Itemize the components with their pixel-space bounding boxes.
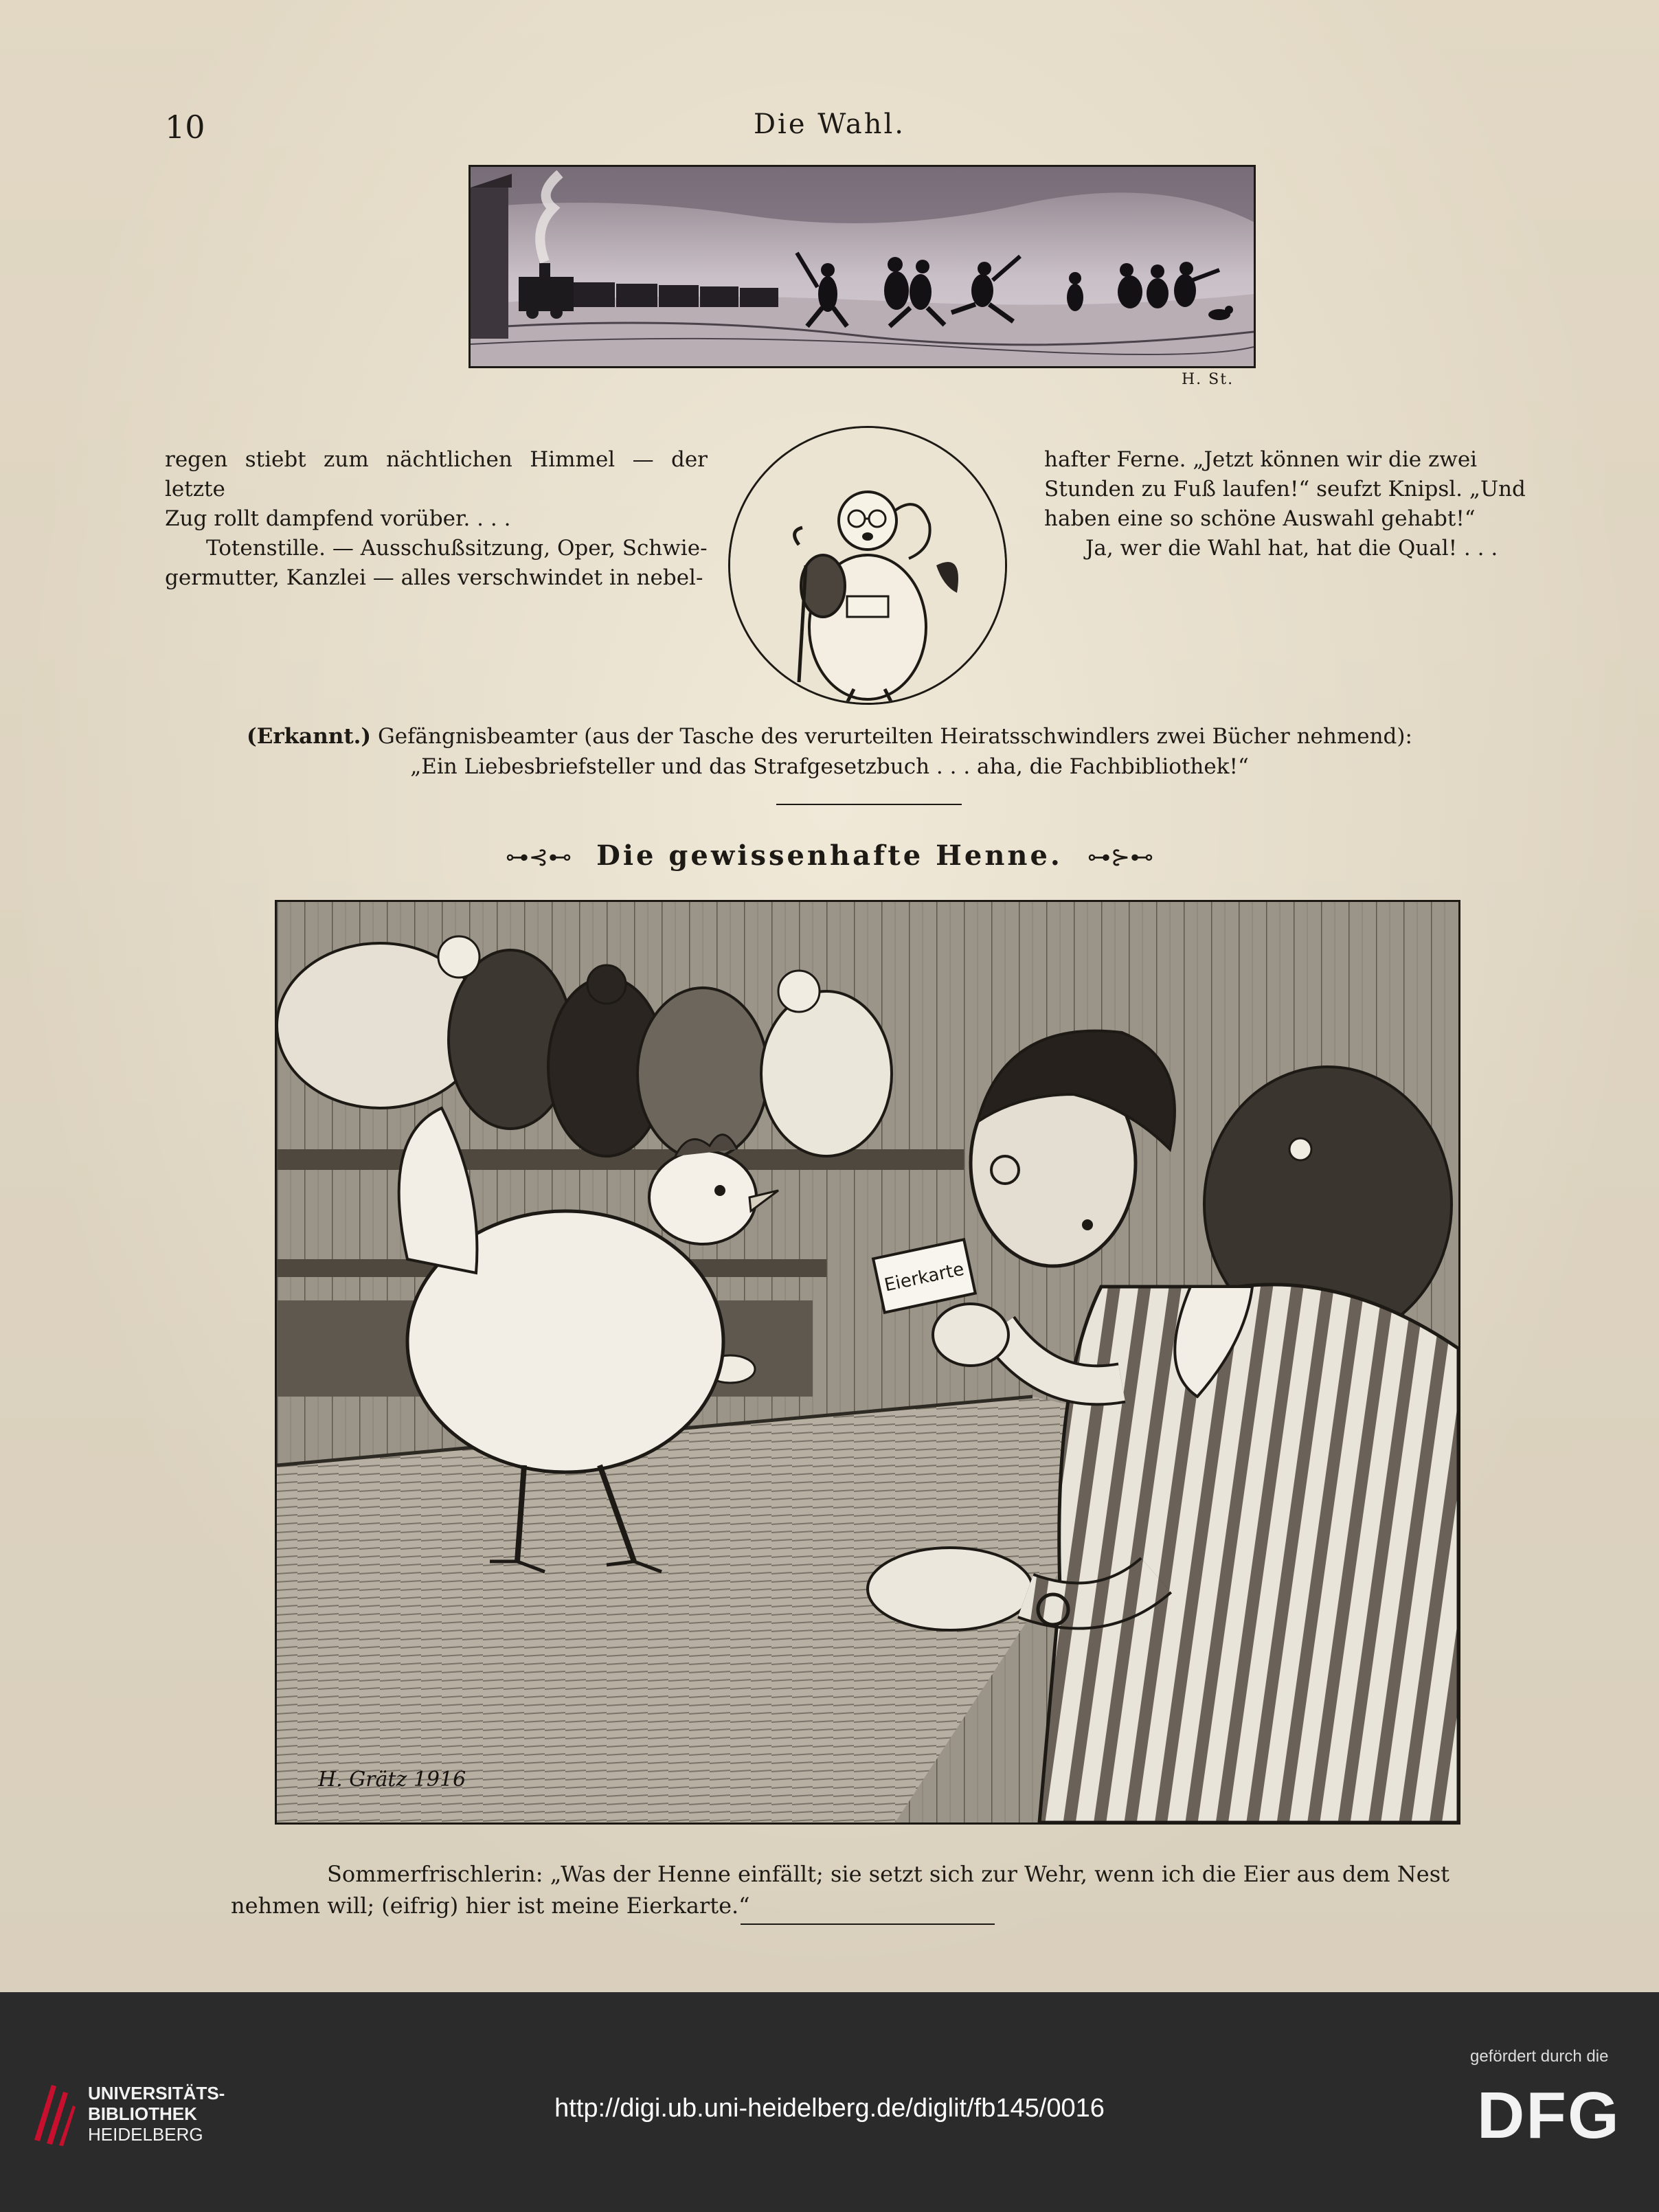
library-name-line-1: UNIVERSITÄTS- (88, 2083, 225, 2103)
library-name-line-2: BIBLIOTHEK (88, 2103, 197, 2124)
cartoon-caption (231, 1858, 1509, 1921)
funded-by-label: gefördert durch die (1470, 2047, 1609, 2066)
page-number: 10 (165, 109, 205, 146)
top-illustration-signature: H. St. (1182, 371, 1234, 388)
vignette-illustration (728, 426, 1007, 705)
cartoon-title-text: Die gewissenhafte Henne. (596, 839, 1063, 872)
story-right-line-2: Stunden zu Fuß laufen!“ seufzt Knipsl. „Und (1044, 477, 1526, 501)
ornament-left: ⊶⊰⊷ (505, 844, 572, 871)
story-right-column (1044, 445, 1566, 563)
man-with-hat-drawing (730, 428, 1005, 703)
story-right-line-1: hafter Ferne. „Jetzt können wir die zwei (1044, 447, 1478, 472)
library-name-line-3: HEIDELBERG (88, 2124, 203, 2145)
hen-cartoon-illustration (275, 900, 1460, 1825)
joke-line-1 (0, 721, 1659, 752)
joke-erkannt (0, 721, 1659, 782)
caption-line-1: Sommerfrischlerin: „Was der Henne einfällt; sie setzt sich zur Wehr, wenn ich die Eier aus dem Nest (327, 1861, 1450, 1887)
viewer-footer (0, 1992, 1659, 2212)
ornament-right: ⊶⊱⊷ (1087, 844, 1154, 871)
running-head: Die Wahl. (753, 109, 905, 140)
story-right-line-4: Ja, wer die Wahl hat, hat die Qual! . . . (1085, 536, 1498, 561)
story-left-line-2: Zug rollt dampfend vorüber. . . . (165, 506, 511, 531)
dfg-logo: DFG (1477, 2079, 1621, 2152)
story-right-line-3: haben eine so schöne Auswahl gehabt!“ (1044, 506, 1476, 531)
cartoon-signature: H. Grätz 1916 (318, 1768, 466, 1792)
train-chase-illustration (469, 165, 1256, 368)
story-left-line-4: germutter, Kanzlei — alles verschwindet in nebel- (165, 565, 703, 590)
story-left-line-1: regen stiebt zum nächtlichen Himmel — der letzte (165, 447, 708, 501)
closing-rule (741, 1923, 995, 1925)
caption-line-2: nehmen will; (eifrig) hier ist meine Eierkarte.“ (231, 1893, 750, 1919)
story-left-column (165, 445, 708, 593)
separator-rule (776, 804, 962, 805)
joke-label: (Erkannt.) (247, 724, 372, 749)
cartoon-title (0, 839, 1659, 872)
permalink-url[interactable]: http://digi.ub.uni-heidelberg.de/diglit/fb145/0016 (554, 2094, 1105, 2123)
joke-line-2: „Ein Liebesbriefsteller und das Strafgesetzbuch . . . aha, die Fachbibliothek!“ (410, 754, 1249, 779)
hen-and-woman-drawing (277, 902, 1458, 1822)
joke-text-1: Gefängnisbeamter (aus der Tasche des verurteilten Heiratsschwindlers zwei Bücher nehmend): (377, 724, 1412, 749)
story-left-line-3: Totenstille. — Ausschußsitzung, Oper, Schwie- (206, 536, 708, 561)
egg-card-text: Eierkarte (882, 1259, 967, 1296)
train-chase-drawing (471, 167, 1254, 366)
